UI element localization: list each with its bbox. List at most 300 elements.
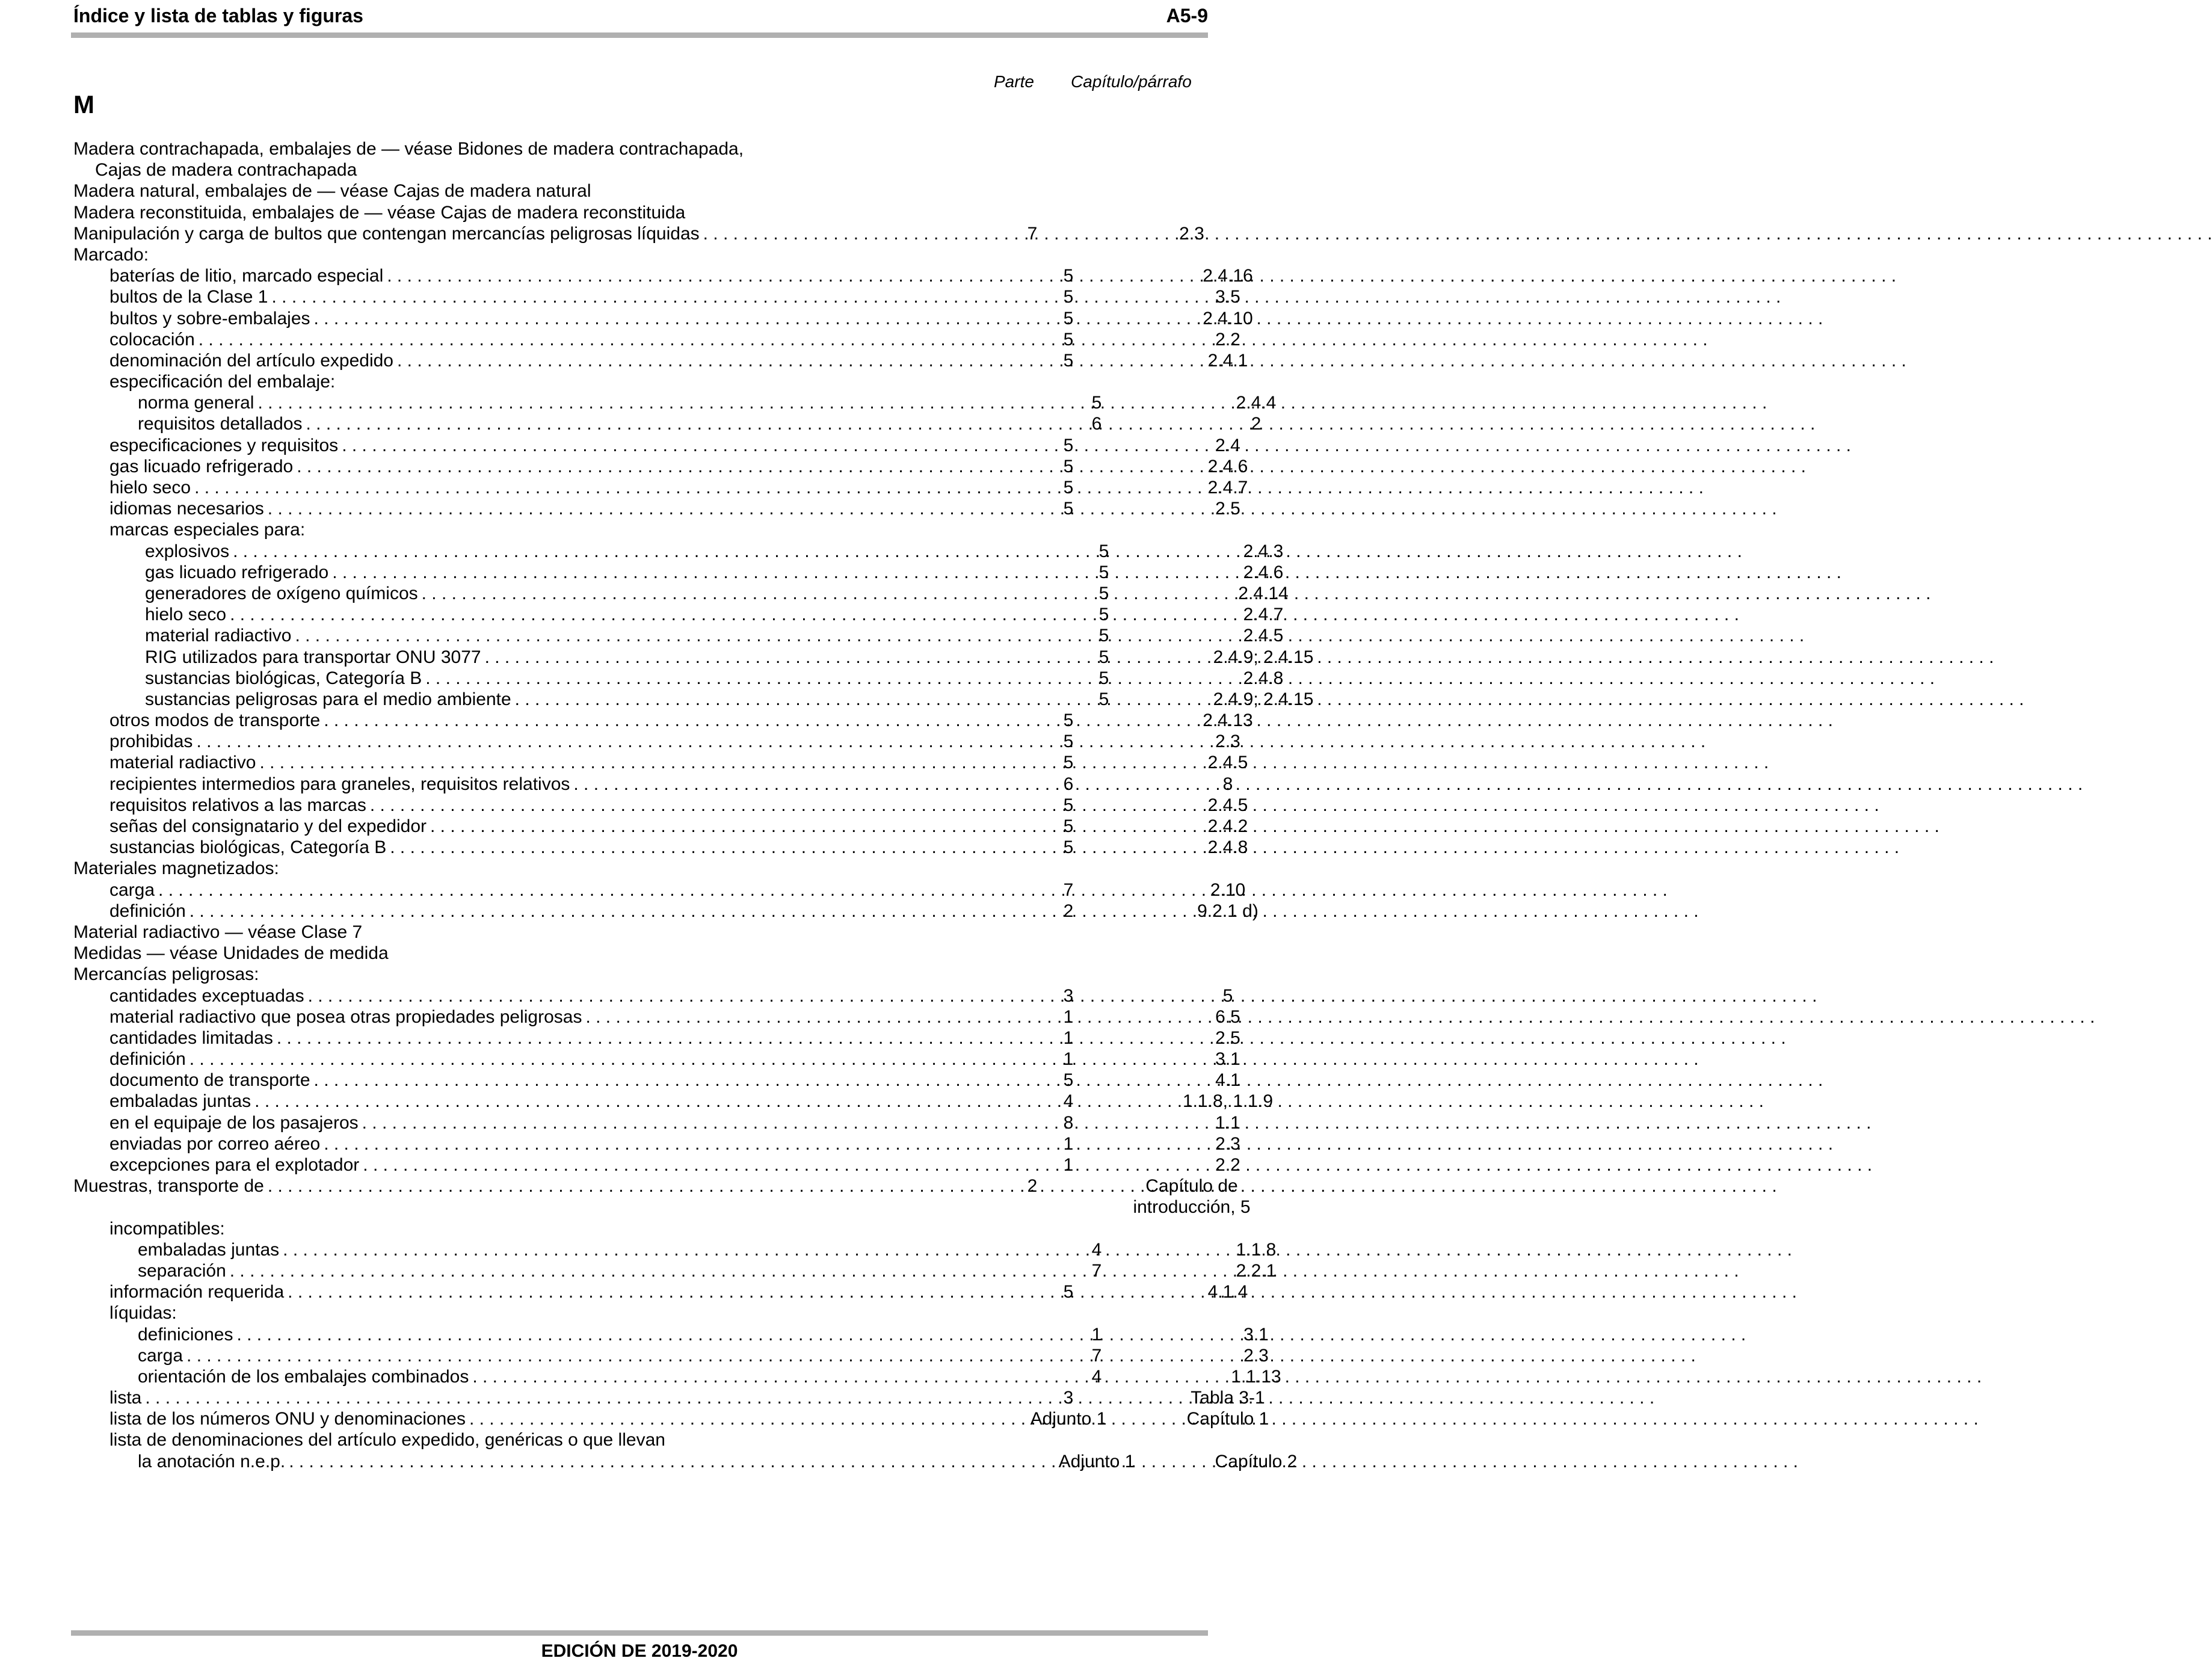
entry-term: Madera contrachapada, embalajes de — véase Bidones de madera contrachapada, [73, 139, 744, 159]
entry-term-cell [73, 1366, 980, 1387]
index-entry [73, 901, 1258, 922]
dot-leader [230, 604, 987, 625]
index-entry [73, 1049, 1240, 1070]
entry-term: colocación [109, 329, 195, 350]
index-entry [73, 583, 1289, 604]
entry-term: separación [138, 1260, 226, 1281]
entry-term: Madera natural, embalajes de — véase Cajas de madera natural [73, 181, 591, 202]
entry-chapter: 2.4.9; 2.4.15 [1213, 647, 1314, 667]
index-entry [73, 731, 1240, 752]
entry-chapter: 2.4.2 [1207, 816, 1248, 836]
entry-chapter: 9.2.1 d) [1197, 901, 1258, 921]
entry-part: 4 [1091, 1366, 1102, 1387]
entry-term: en el equipaje de los pasajeros [109, 1112, 359, 1133]
entry-part: 5 [1063, 795, 1074, 815]
index-entry [73, 223, 1209, 244]
entry-term: lista [109, 1388, 142, 1408]
entry-part: 5 [1063, 266, 1074, 286]
entry-term: cantidades limitadas [109, 1028, 273, 1048]
index-entry [73, 1154, 1240, 1175]
dot-leader [472, 1366, 980, 1387]
entry-chapter: 2.4.7 [1207, 478, 1248, 498]
entry-term: Manipulación y carga de bultos que contengan mercancías peligrosas líquidas [73, 223, 700, 244]
entry-part: 5 [1063, 499, 1074, 519]
entry-term: documento de transporte [109, 1070, 310, 1091]
entry-part: 1 [1063, 1049, 1074, 1070]
entry-part: 6 [1091, 414, 1102, 434]
entry-term-cell [73, 1091, 952, 1112]
entry-term: información requerida [109, 1282, 285, 1302]
entry-part: 5 [1063, 456, 1074, 476]
entry-term-cell [73, 583, 987, 604]
entry-term-cell [73, 1345, 980, 1366]
entry-term-cell [73, 837, 952, 858]
entry-term-cell [73, 1260, 980, 1281]
entry-chapter: Capítulo 1 [1186, 1409, 1269, 1429]
entry-term-cell [73, 816, 952, 837]
entry-chapter [1117, 180, 1267, 202]
dot-leader [306, 413, 980, 434]
entry-part [984, 519, 1153, 540]
entry-term-cell [73, 541, 987, 562]
entry-term-cell [73, 329, 952, 350]
dot-leader [268, 498, 952, 519]
entry-term-cell [73, 880, 952, 901]
entry-chapter: 3.1 [1215, 1049, 1240, 1070]
entry-term: Mercancías peligrosas: [73, 964, 259, 985]
entry-term-cell [73, 1006, 952, 1028]
entry-term: baterías de litio, marcado especial [109, 266, 384, 286]
entry-chapter [1117, 943, 1267, 964]
entry-chapter: 2.10 [1210, 880, 1246, 900]
entry-chapter: 6.5 [1215, 1006, 1240, 1027]
index-entry [73, 244, 1209, 265]
dot-leader [158, 880, 952, 901]
entry-chapter: 3.1 [1243, 1324, 1269, 1345]
entry-chapter: 2.4.14 [1238, 583, 1289, 603]
index-entry [73, 308, 1253, 329]
entry-part: 2 [1063, 901, 1074, 921]
entry-part: 5 [1098, 562, 1109, 582]
entry-term-cell [73, 985, 952, 1006]
entry-term: sustancias biológicas, Categoría B [145, 668, 422, 688]
entry-term-cell [73, 604, 987, 625]
index-entry [73, 1006, 1240, 1028]
entry-term-cell [73, 752, 952, 773]
entry-term-cell [73, 1112, 952, 1133]
index-entry [73, 1281, 1248, 1302]
entry-term: idiomas necesarios [109, 499, 264, 519]
entry-chapter: 2.4.1 [1207, 350, 1248, 371]
entry-term: enviadas por correo aéreo [109, 1133, 321, 1154]
index-entry [73, 435, 1240, 456]
index-entry [73, 668, 1284, 689]
index-entry [73, 392, 1277, 413]
entry-part: 1 [1063, 1155, 1074, 1175]
dot-leader [257, 392, 980, 413]
entry-chapter: 4.1.4 [1207, 1282, 1248, 1302]
dot-leader [324, 710, 952, 731]
index-entry [73, 816, 1248, 837]
index-entry [73, 562, 1284, 583]
dot-leader [469, 1408, 952, 1429]
entry-term-cell [73, 625, 987, 646]
dot-leader [430, 816, 952, 837]
entry-part: 1 [1063, 1133, 1074, 1154]
entry-part: 5 [1063, 478, 1074, 498]
entry-term: Muestras, transporte de [73, 1176, 264, 1197]
entry-term-cell [73, 710, 952, 731]
entry-term: recipientes intermedios para graneles, requisitos relativos [109, 774, 570, 794]
index-list [73, 138, 1314, 1472]
entry-term: definiciones [138, 1324, 233, 1345]
entry-term-cell [73, 1451, 980, 1472]
entry-part [948, 922, 1117, 943]
entry-chapter [1117, 964, 1267, 985]
index-entry [73, 1324, 1269, 1345]
entry-part: 5 [1098, 605, 1109, 625]
column-header-capitulo: Capítulo/párrafo [1071, 72, 1192, 91]
entry-term-cell [73, 477, 952, 498]
dot-leader [236, 1324, 980, 1345]
dot-leader [324, 1133, 952, 1154]
dot-leader [297, 456, 952, 477]
index-entry [73, 710, 1253, 731]
entry-part: 5 [1063, 816, 1074, 836]
entry-term: lista de denominaciones del artículo expedido, genéricas o que llevan [109, 1430, 665, 1450]
index-entry [73, 1028, 1240, 1049]
entry-chapter: 2.4.5 [1207, 753, 1248, 773]
entry-term: la anotación n.e.p. [138, 1451, 286, 1471]
entry-term-cell [73, 1281, 952, 1302]
entry-chapter [1153, 1302, 1303, 1323]
entry-chapter: 2.4.8 [1243, 668, 1284, 688]
index-entry [73, 1218, 1209, 1239]
entry-chapter: 2.4.16 [1203, 266, 1253, 286]
index-entry [73, 519, 1209, 540]
entry-term-cell [73, 138, 916, 159]
entry-chapter: 2.3 [1215, 1133, 1240, 1154]
dot-leader [363, 1154, 952, 1175]
entry-chapter: 2.2.1 [1236, 1260, 1277, 1281]
entry-chapter: 2.4.5 [1207, 795, 1248, 815]
index-entry [73, 329, 1240, 350]
index-entry [73, 625, 1284, 646]
entry-chapter: 8 [1222, 774, 1233, 794]
entry-term-cell [73, 1408, 952, 1429]
entry-chapter: 2.5 [1215, 499, 1240, 519]
dot-leader [485, 647, 987, 668]
index-entry [73, 371, 1209, 392]
entry-part: 6 [1063, 774, 1074, 794]
entry-term: requisitos detallados [138, 414, 303, 434]
entry-term-cell [73, 668, 987, 689]
dot-leader [288, 1281, 952, 1302]
dot-leader [703, 223, 916, 244]
entry-term-cell [73, 308, 952, 329]
entry-term: señas del consignatario y del expedidor [109, 816, 427, 836]
index-entry [73, 159, 1209, 180]
entry-term-cell [73, 1429, 952, 1450]
entry-term-cell [73, 1239, 980, 1260]
entry-term-cell [73, 1070, 952, 1091]
entry-term-cell [73, 689, 987, 710]
entry-chapter: 2.4.7 [1243, 605, 1284, 625]
entry-term-cell [73, 456, 952, 477]
entry-term: marcas especiales para: [109, 520, 306, 540]
entry-term-cell [73, 901, 952, 922]
entry-chapter: 2.2 [1215, 1155, 1240, 1175]
dot-leader [233, 541, 987, 562]
entry-part [984, 1302, 1153, 1323]
entry-term: bultos de la Clase 1 [109, 287, 268, 307]
entry-part [948, 943, 1117, 964]
entry-term-cell [73, 795, 952, 816]
entry-term: carga [138, 1345, 183, 1366]
entry-part: 5 [1063, 837, 1074, 858]
entry-chapter: 2.3 [1215, 732, 1240, 752]
entry-term-cell [73, 286, 952, 307]
entry-part: Adjunto 1 [1058, 1451, 1135, 1471]
index-entry [73, 795, 1248, 816]
entry-term-cell [73, 647, 987, 668]
entry-part [984, 371, 1153, 392]
index-entry [73, 1302, 1209, 1323]
dot-leader [254, 1091, 952, 1112]
entry-part: 5 [1098, 541, 1109, 561]
entry-part: 1 [1063, 1006, 1074, 1027]
entry-chapter: 2 [1251, 414, 1262, 434]
entry-term: explosivos [145, 541, 230, 561]
entry-term: Cajas de madera contrachapada [95, 160, 357, 180]
dot-leader [370, 795, 952, 816]
entry-term-cell [73, 180, 916, 202]
entry-chapter [1153, 371, 1303, 392]
entry-term-cell [73, 858, 916, 879]
entry-chapter: 2.3 [1179, 223, 1204, 244]
entry-chapter: 2.4.8 [1207, 837, 1248, 858]
dot-leader [189, 1049, 952, 1070]
entry-term-cell [73, 371, 952, 392]
entry-term: sustancias biológicas, Categoría B [109, 837, 387, 858]
index-entry [73, 1451, 1298, 1472]
dot-leader [515, 689, 987, 710]
entry-chapter: 1.1 [1215, 1112, 1240, 1133]
dot-leader [186, 1345, 980, 1366]
index-entry [73, 985, 1233, 1006]
entry-term-cell [73, 1133, 952, 1154]
dot-leader [199, 329, 952, 350]
index-entry [73, 202, 1209, 223]
entry-part [970, 159, 1138, 180]
index-entry [73, 1366, 1281, 1387]
entry-term-cell [73, 223, 916, 244]
index-entry [73, 604, 1284, 625]
dot-leader [277, 1028, 952, 1049]
dot-leader [314, 308, 952, 329]
entry-part: 5 [1091, 393, 1102, 413]
entry-chapter: 2.4.3 [1243, 541, 1284, 561]
entry-term-cell [73, 1324, 980, 1345]
entry-term-cell [73, 413, 980, 434]
entry-term: líquidas: [109, 1303, 177, 1323]
dot-leader [259, 752, 952, 773]
entry-term: incompatibles: [109, 1218, 225, 1239]
dot-leader [308, 985, 952, 1006]
entry-part: 7 [1063, 880, 1074, 900]
dot-leader [194, 477, 952, 498]
entry-term: gas licuado refrigerado [145, 562, 329, 582]
entry-term: cantidades exceptuadas [109, 985, 304, 1006]
index-entry [73, 647, 1314, 668]
entry-term-cell [73, 964, 916, 985]
page-number: A5-9 [1166, 5, 1208, 26]
entry-term-cell [73, 1387, 952, 1408]
entry-part [948, 202, 1117, 223]
entry-chapter: Tabla 3-1 [1191, 1388, 1265, 1408]
index-entry [73, 922, 1209, 943]
index-entry [73, 498, 1240, 519]
entry-chapter: 2.4.10 [1203, 308, 1253, 328]
entry-part: 5 [1098, 668, 1109, 688]
entry-chapter: 2.3 [1243, 1345, 1269, 1366]
index-entry [73, 286, 1240, 307]
entry-term-cell [73, 498, 952, 519]
index-entry [73, 477, 1248, 498]
entry-term: otros modos de transporte [109, 710, 321, 731]
index-entry [73, 964, 1209, 985]
entry-term: Materiales magnetizados: [73, 858, 279, 879]
entry-chapter: 2.4.4 [1236, 393, 1277, 413]
entry-term: gas licuado refrigerado [109, 456, 294, 476]
header-rule [71, 32, 1208, 38]
index-entry [73, 1260, 1277, 1281]
running-header-title: Índice y lista de tablas y figuras [73, 5, 363, 26]
entry-term-cell [73, 202, 916, 223]
entry-part [984, 1429, 1153, 1450]
entry-chapter [1153, 1429, 1303, 1450]
index-entry [73, 265, 1253, 286]
entry-part: 5 [1063, 329, 1074, 350]
entry-chapter: 2.4.6 [1243, 562, 1284, 582]
index-entry [73, 456, 1248, 477]
index-entry [73, 837, 1248, 858]
entry-term-cell [73, 435, 952, 456]
entry-part: 5 [1098, 583, 1109, 603]
entry-term-cell [73, 922, 916, 943]
dot-leader [289, 1451, 980, 1472]
entry-chapter: 2.4.5 [1243, 626, 1284, 646]
dot-leader [425, 668, 987, 689]
entry-term: definición [109, 901, 186, 921]
dot-leader [189, 901, 952, 922]
entry-part: 4 [1063, 1091, 1074, 1112]
entry-part: 5 [1063, 753, 1074, 773]
entry-part: 5 [1063, 350, 1074, 371]
entry-term: lista de los números ONU y denominaciones [109, 1409, 466, 1429]
entry-chapter: 2.4 [1215, 435, 1240, 455]
entry-term: material radiactivo que posea otras propiedades peligrosas [109, 1006, 582, 1027]
entry-term: prohibidas [109, 732, 193, 752]
entry-part: 2 [1027, 1176, 1038, 1197]
index-entry [73, 858, 1209, 879]
dot-leader [390, 837, 952, 858]
entry-term-cell [73, 244, 916, 265]
entry-chapter: 1.1.8 [1236, 1239, 1277, 1260]
entry-chapter: 2.5 [1215, 1028, 1240, 1048]
entry-term-cell [73, 159, 937, 180]
entry-part: 7 [1091, 1260, 1102, 1281]
index-entry [73, 350, 1248, 371]
entry-part: 5 [1098, 626, 1109, 646]
entry-chapter [1153, 1218, 1303, 1239]
entry-term-cell [73, 943, 916, 964]
entry-term: embaladas juntas [109, 1091, 251, 1112]
index-entry [73, 1408, 1269, 1429]
entry-term-cell [73, 392, 980, 413]
entry-term-cell [73, 1218, 952, 1239]
entry-term-cell [73, 774, 952, 795]
entry-part: 5 [1063, 732, 1074, 752]
dot-leader [268, 1175, 916, 1218]
dot-leader [230, 1260, 980, 1281]
dot-leader [422, 583, 987, 604]
entry-term: carga [109, 880, 155, 900]
dot-leader [585, 1006, 952, 1028]
entry-chapter: 1.1.8, 1.1.9 [1182, 1091, 1274, 1112]
entry-term: requisitos relativos a las marcas [109, 795, 366, 815]
dot-leader [397, 350, 952, 371]
entry-term: embaladas juntas [138, 1239, 280, 1260]
entry-chapter: Capítulo 2 [1215, 1451, 1298, 1471]
index-entry [73, 413, 1262, 434]
entry-part: 1 [1063, 1028, 1074, 1048]
entry-part [948, 244, 1117, 265]
entry-term-cell [73, 1175, 916, 1218]
entry-part [948, 138, 1117, 159]
entry-part: 5 [1098, 689, 1109, 709]
entry-chapter [1117, 922, 1267, 943]
entry-chapter [1117, 138, 1267, 159]
entry-term: material radiactivo [109, 753, 256, 773]
entry-part: 3 [1063, 1388, 1074, 1408]
section-letter: M [73, 90, 94, 119]
entry-term-cell [73, 1028, 952, 1049]
entry-chapter: 2.4.6 [1207, 456, 1248, 476]
dot-leader [283, 1239, 980, 1260]
entry-part: 1 [1091, 1324, 1102, 1345]
entry-term: hielo seco [145, 605, 227, 625]
entry-chapter: 5 [1222, 985, 1233, 1006]
index-entry [73, 752, 1248, 773]
entry-term: orientación de los embalajes combinados [138, 1366, 469, 1387]
entry-term: Madera reconstituida, embalajes de — véase Cajas de madera reconstituida [73, 202, 686, 223]
index-entry [73, 943, 1209, 964]
entry-chapter: Capítulo de introducción, 5 [1133, 1176, 1251, 1218]
entry-term-cell [73, 1154, 952, 1175]
index-entry [73, 1070, 1240, 1091]
entry-term: hielo seco [109, 478, 191, 498]
index-entry [73, 1133, 1240, 1154]
footer-rule [71, 1630, 1208, 1636]
entry-part: 7 [1027, 223, 1038, 244]
entry-chapter: 4.1 [1215, 1070, 1240, 1091]
entry-part: 5 [1063, 710, 1074, 731]
entry-term: definición [109, 1049, 186, 1070]
entry-term: RIG utilizados para transportar ONU 3077 [145, 647, 481, 667]
index-entry [73, 138, 1209, 159]
entry-chapter [1117, 244, 1267, 265]
